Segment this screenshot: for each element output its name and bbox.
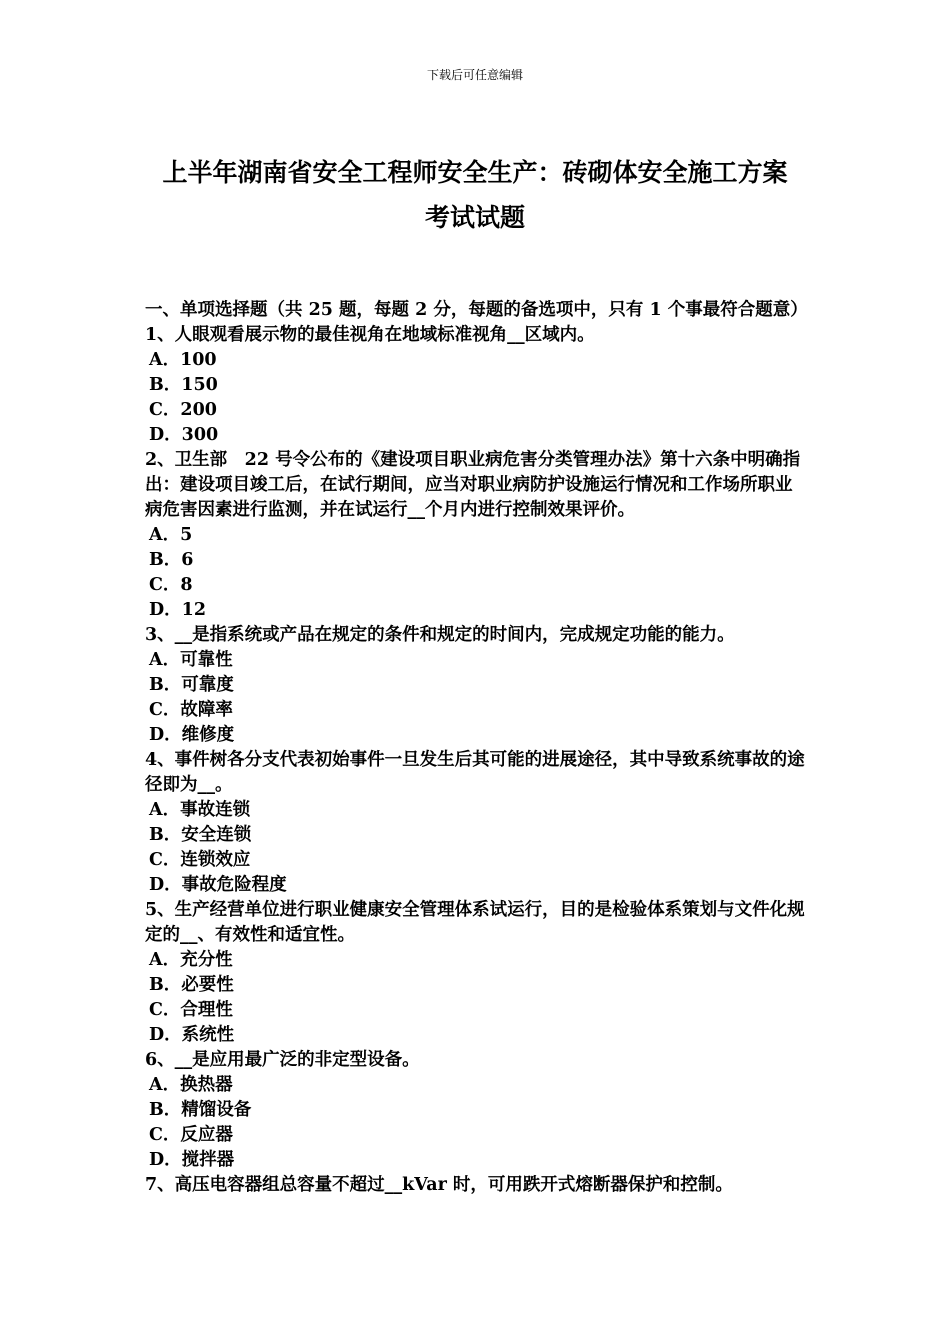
question-7: [145, 1173, 809, 1198]
option-d: D．维修度: [149, 725, 235, 745]
option-c: C．连锁效应: [149, 850, 251, 870]
question-text: 5、生产经营单位进行职业健康安全管理体系试运行，目的是检验体系策划与文件化规定的__、有效性和适宜性。: [145, 900, 805, 945]
question-text: 2、卫生部 22 号令公布的《建设项目职业病危害分类管理办法》第十六条中明确指出：建设项目竣工后，在试行期间，应当对职业病防护设施运行情况和工作场所职业病危害因素进行监测，并在试运行__个月内进行控制效果评价。: [145, 450, 801, 520]
title-line-2: 考试试题: [424, 203, 525, 232]
option-d: D．系统性: [149, 1025, 235, 1045]
option-c: C．反应器: [149, 1125, 233, 1145]
question-text: 3、__是指系统或产品在规定的条件和规定的时间内，完成规定功能的能力。: [145, 625, 735, 645]
option-c: C．8: [149, 575, 193, 595]
page-header: 下载后可任意编辑: [426, 68, 523, 82]
option-c: C．200: [149, 400, 217, 420]
option-a: A．可靠性: [149, 650, 233, 670]
option-b: B．安全连锁: [149, 825, 252, 845]
option-a: A．换热器: [149, 1075, 233, 1095]
option-a: A．100: [149, 350, 217, 370]
document-title: [120, 150, 830, 240]
option-b: B．精馏设备: [149, 1100, 252, 1120]
option-b: B．150: [149, 375, 218, 395]
question-3: [145, 623, 809, 748]
question-2: [145, 448, 809, 623]
option-c: C．故障率: [149, 700, 233, 720]
option-b: B．6: [149, 550, 194, 570]
option-c: C．合理性: [149, 1000, 233, 1020]
question-6: [145, 1048, 809, 1173]
question-1: [145, 323, 809, 448]
question-4: [145, 748, 809, 898]
option-b: B．可靠度: [149, 675, 234, 695]
question-text: 4、事件树各分支代表初始事件一旦发生后其可能的进展途径，其中导致系统事故的途径即为__。: [145, 750, 805, 795]
option-d: D．300: [149, 425, 219, 445]
option-a: A．事故连锁: [149, 800, 251, 820]
question-text: 1、人眼观看展示物的最佳视角在地域标准视角__区域内。: [145, 325, 595, 345]
option-d: D．搅拌器: [149, 1150, 235, 1170]
question-text: 7、高压电容器组总容量不超过__kVar 时，可用跌开式熔断器保护和控制。: [145, 1175, 733, 1195]
option-d: D．12: [149, 600, 207, 620]
question-text: 6、__是应用最广泛的非定型设备。: [145, 1050, 420, 1070]
title-line-1: 上半年湖南省安全工程师安全生产：砖砌体安全施工方案: [162, 158, 788, 187]
question-content: [145, 298, 809, 1198]
question-5: [145, 898, 809, 1048]
option-a: A．5: [149, 525, 193, 545]
section-heading: 一、单项选择题（共 25 题，每题 2 分，每题的备选项中，只有 1 个事最符合题意）: [145, 300, 808, 320]
option-a: A．充分性: [149, 950, 233, 970]
option-b: B．必要性: [149, 975, 234, 995]
option-d: D．事故危险程度: [149, 875, 287, 895]
